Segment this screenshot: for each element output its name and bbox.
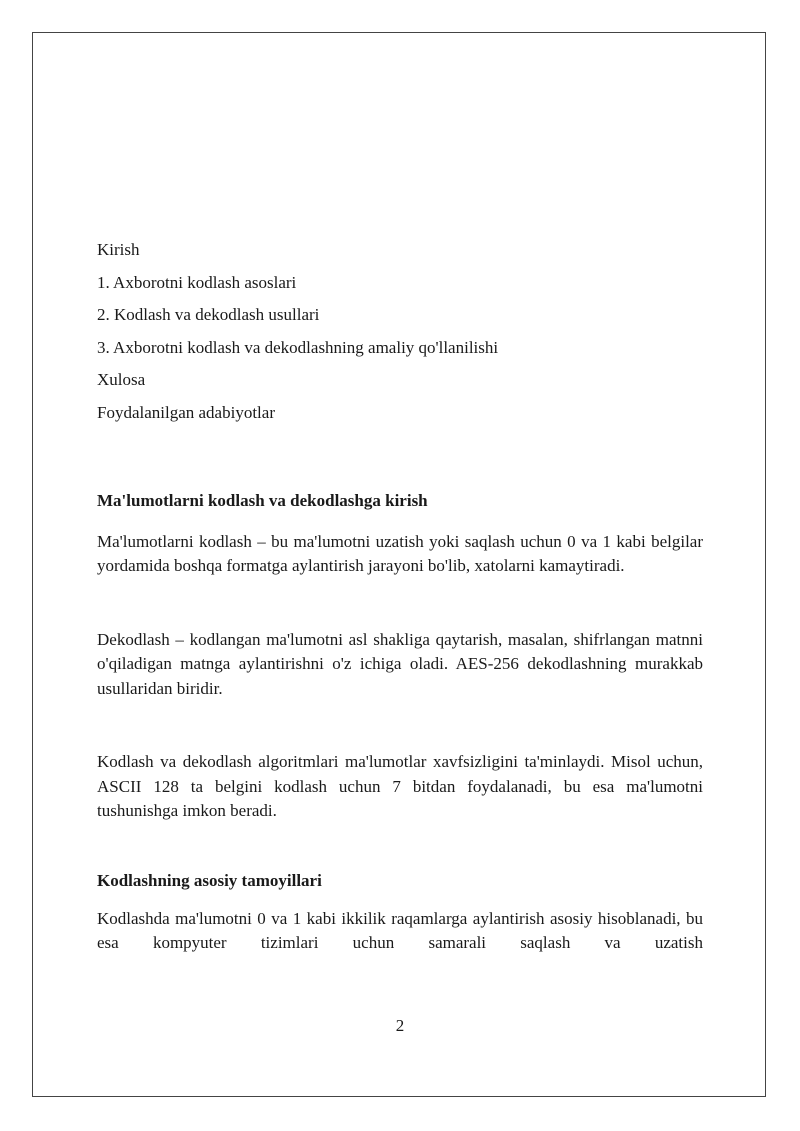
paragraph-encoding-definition: Ma'lumotlarni kodlash – bu ma'lumotni uzatish yoki saqlash uchun 0 va 1 kabi belgilar yordamida boshqa formatga aylantirish jarayoni bo'lib, xatolarni kamaytiradi. xyxy=(97,531,703,575)
page-number: 2 xyxy=(395,1016,405,1035)
toc-item-conclusion: Xulosa xyxy=(97,370,146,389)
section-heading-principles: Kodlashning asosiy tamoyillari xyxy=(97,870,322,890)
toc-item-chapter-2: 2. Kodlash va dekodlash usullari xyxy=(97,305,320,324)
paragraph-decoding-definition: Dekodlash – kodlangan ma'lumotni asl shakliga qaytarish, masalan, shifrlangan matnni o'qiladigan matnga aylantirishni o'z ichiga oladi. AES-256 dekodlashning murakkab usullaridan biridir. xyxy=(97,629,703,698)
document-body xyxy=(97,240,703,956)
toc-item-chapter-3: 3. Axborotni kodlash va dekodlashning amaliy qo'llanilishi xyxy=(97,337,499,357)
paragraph-algorithms: Kodlash va dekodlash algoritmlari ma'lumotlar xavfsizligini ta'minlaydi. Misol uchun, ASCII 128 ta belgini kodlash uchun 7 bitdan foydalanadi, bu esa ma'lumotni tushunishga imkon beradi. xyxy=(97,752,703,820)
table-of-contents xyxy=(97,240,703,423)
toc-item-chapter-1: 1. Axborotni kodlash asoslari xyxy=(97,272,297,292)
toc-item-references: Foydalanilgan adabiyotlar xyxy=(97,402,275,422)
paragraph-binary-principle: Kodlashda ma'lumotni 0 va 1 kabi ikkilik raqamlarga aylantirish asosiy hisoblanadi, bu esa kompyuter tizimlari uchun samarali saqlash va uzatish xyxy=(97,908,703,952)
toc-item-introduction: Kirish xyxy=(97,240,140,259)
section-heading-introduction: Ma'lumotlarni kodlash va dekodlashga kirish xyxy=(97,490,428,510)
